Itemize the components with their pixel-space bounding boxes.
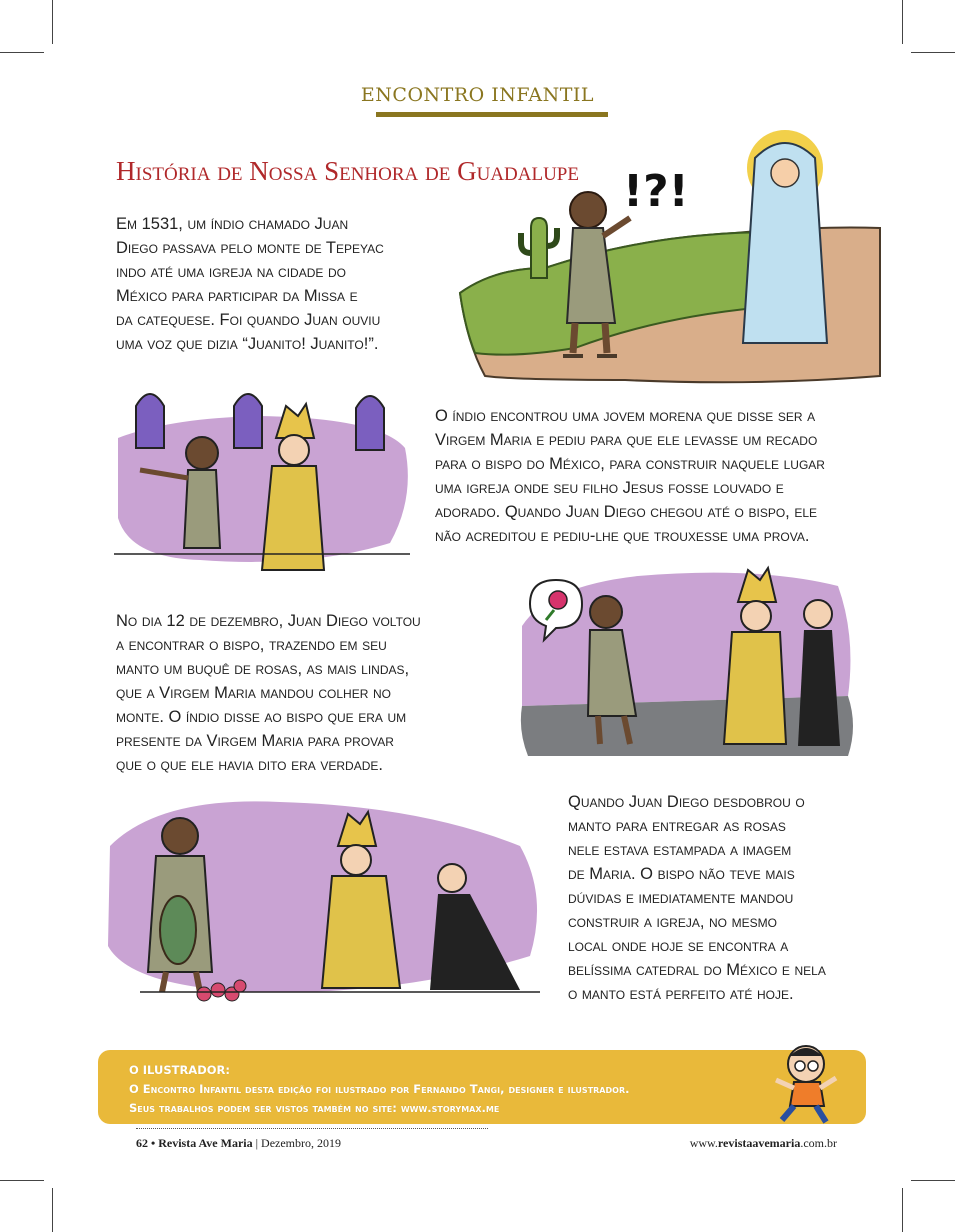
text-line: que a Virgem Maria mandou colher no (116, 684, 391, 702)
illustration-roses-return (518, 556, 858, 776)
text-line: indo até uma igreja na cidade do (116, 263, 346, 281)
footer-rule (136, 1128, 488, 1129)
illustration-virgin-apparition (455, 118, 885, 388)
crop-mark (902, 0, 903, 44)
illustrator-line-1: O Encontro Infantil desta edição foi ilustrado por Fernando Tangi, designer e ilustrador. (129, 1082, 630, 1096)
text-line: Quando Juan Diego desdobrou o (568, 793, 805, 811)
paragraph-3 (116, 609, 421, 777)
text-line: uma voz que dizia “Juanito! Juanito!”. (116, 335, 379, 353)
text-line: local onde hoje se encontra a (568, 937, 789, 955)
text-line: manto um buquê de rosas, as mais lindas, (116, 660, 410, 678)
text-line: adorado. Quando Juan Diego chegou até o bispo, ele (435, 503, 818, 521)
footer-url (690, 1136, 837, 1151)
text-line: dúvidas e imediatamente mandou (568, 889, 794, 907)
text-line: para o bispo do México, para construir naquele lugar (435, 455, 825, 473)
text-line: belíssima catedral do México e nela (568, 961, 826, 979)
text-line: de Maria. O bispo não teve mais (568, 865, 795, 883)
text-line: uma igreja onde seu filho Jesus fosse louvado e (435, 479, 784, 497)
page-number: 62 (136, 1136, 148, 1150)
illustrator-mascot-icon (768, 1040, 842, 1130)
text-line: da catequese. Foi quando Juan ouviu (116, 311, 381, 329)
text-line: presente da Virgem Maria para provar (116, 732, 394, 750)
guadalupe-image-icon (160, 896, 196, 964)
section-rule (376, 112, 608, 117)
virgin-mary-figure (743, 130, 827, 343)
text-line: manto para entregar as rosas (568, 817, 786, 835)
crop-mark (911, 52, 955, 53)
window-icon (356, 396, 384, 450)
text-line: Virgem Maria e pediu para que ele levasse um recado (435, 431, 818, 449)
text-line: O índio encontrou uma jovem morena que disse ser a (435, 407, 816, 425)
text-line: Em 1531, um índio chamado Juan (116, 215, 349, 233)
illustration-tilma-miracle (100, 786, 550, 1014)
url-prefix: www. (689, 1136, 718, 1150)
crop-mark (52, 1188, 53, 1232)
footer-folio: 62 • Revista Ave Maria | Dezembro, 2019 (136, 1136, 342, 1150)
article-title: História de Nossa Senhora de Guadalupe (116, 156, 579, 186)
text-line: o manto está perfeito até hoje. (568, 985, 794, 1003)
magazine-name: Revista Ave Maria (158, 1136, 253, 1150)
crop-mark (911, 1180, 955, 1181)
text-line: nele estava estampada a imagem (568, 841, 792, 859)
paragraph-1 (116, 212, 384, 356)
issue-date: Dezembro, 2019 (261, 1136, 342, 1150)
paragraph-2 (435, 404, 825, 548)
illustration-bishop-church (110, 378, 420, 578)
crop-mark (0, 1180, 44, 1181)
paragraph-4 (568, 790, 826, 1006)
illustrator-heading: O ILUSTRADOR: (129, 1063, 230, 1077)
url-suffix: .com.br (800, 1136, 837, 1150)
crop-mark (0, 52, 44, 53)
crop-mark (52, 0, 53, 44)
text-line: que o que ele havia dito era verdade. (116, 756, 383, 774)
text-line: monte. O índio disse ao bispo que era um (116, 708, 407, 726)
text-line: a encontrar o bispo, trazendo em seu (116, 636, 387, 654)
illustrator-line-2: Seus trabalhos podem ser vistos também no site: www.storymax.me (129, 1101, 500, 1115)
illustrator-text (129, 1061, 629, 1118)
exclamation-mark: !?! (623, 166, 689, 217)
section-label: ENCONTRO INFANTIL (360, 84, 595, 106)
text-line: No dia 12 de dezembro, Juan Diego voltou (116, 612, 421, 630)
text-line: México para participar da Missa e (116, 287, 358, 305)
url-brand: revistaavemaria (717, 1136, 801, 1150)
text-line: Diego passava pelo monte de Tepeyac (116, 239, 384, 257)
text-line: construir a igreja, no mesmo (568, 913, 777, 931)
window-icon (136, 394, 164, 448)
rose-icon (549, 591, 567, 609)
text-line: não acreditou e pediu-lhe que trouxesse uma prova. (435, 527, 810, 545)
window-icon (234, 394, 262, 448)
crop-mark (902, 1188, 903, 1232)
